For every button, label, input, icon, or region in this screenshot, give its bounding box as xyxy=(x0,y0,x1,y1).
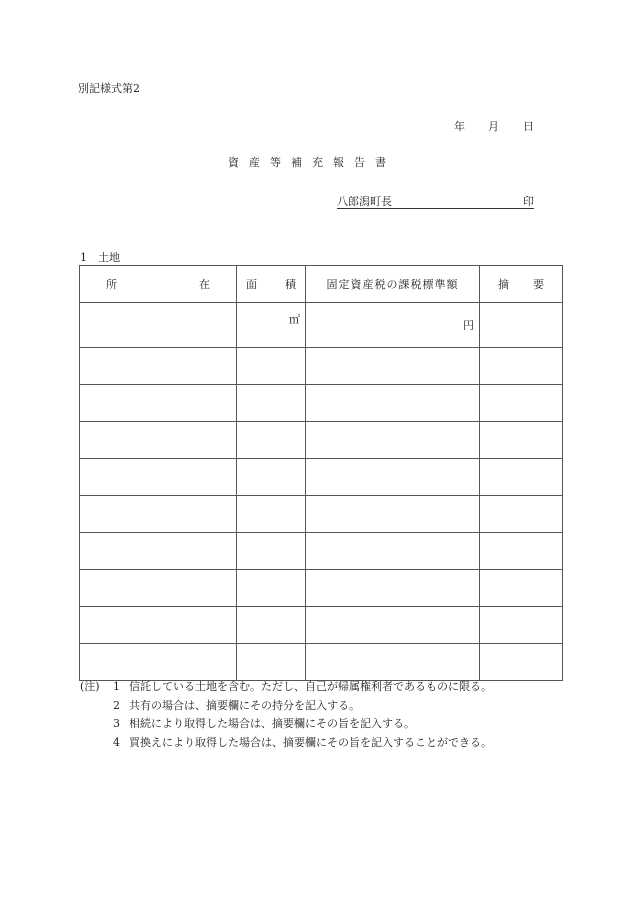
notes xyxy=(80,678,492,752)
date-year-label: 年 xyxy=(454,120,465,133)
date-day-label: 日 xyxy=(523,120,534,133)
cell-tax-base[interactable] xyxy=(306,644,480,681)
cell-area[interactable] xyxy=(237,570,306,607)
note-text: 買換えにより取得した場合は、摘要欄にその旨を記入することができる。 xyxy=(129,735,492,749)
note-item xyxy=(80,715,492,734)
header-area-char: 積 xyxy=(285,278,296,291)
notes-label: (注) xyxy=(80,680,100,693)
table-row xyxy=(80,385,563,422)
cell-remarks[interactable] xyxy=(480,496,563,533)
cell-remarks[interactable] xyxy=(480,348,563,385)
cell-remarks[interactable] xyxy=(480,385,563,422)
note-number: 4 xyxy=(113,735,120,749)
cell-area[interactable] xyxy=(237,607,306,644)
table-header-row xyxy=(80,266,563,303)
cell-location[interactable] xyxy=(80,303,237,348)
header-location-char: 在 xyxy=(199,278,210,291)
cell-area[interactable] xyxy=(237,385,306,422)
table-row xyxy=(80,422,563,459)
cell-location[interactable] xyxy=(80,644,237,681)
table-row xyxy=(80,303,563,348)
cell-tax-base[interactable] xyxy=(306,570,480,607)
cell-remarks[interactable] xyxy=(480,644,563,681)
note-item xyxy=(80,697,492,716)
section-label: 土地 xyxy=(98,251,120,264)
cell-area[interactable] xyxy=(237,533,306,570)
note-text: 共有の場合は、摘要欄にその持分を記入する。 xyxy=(129,698,360,712)
recipient-name: 八郎潟町長 xyxy=(337,195,392,208)
cell-location[interactable] xyxy=(80,348,237,385)
note-item xyxy=(80,734,492,753)
note-item xyxy=(80,678,492,697)
header-remarks-char: 摘 xyxy=(498,278,509,291)
note-number: 1 xyxy=(113,680,120,693)
cell-area[interactable] xyxy=(237,644,306,681)
cell-area[interactable] xyxy=(237,303,306,348)
cell-tax-base[interactable] xyxy=(306,607,480,644)
note-text: 信託している土地を含む。ただし、自己が帰属権利者であるものに限る。 xyxy=(129,680,492,693)
cell-location[interactable] xyxy=(80,496,237,533)
cell-tax-base[interactable] xyxy=(306,533,480,570)
table-row xyxy=(80,607,563,644)
cell-remarks[interactable] xyxy=(480,422,563,459)
cell-remarks[interactable] xyxy=(480,459,563,496)
area-unit: ㎡ xyxy=(289,313,300,326)
cell-location[interactable] xyxy=(80,422,237,459)
document-title: 資産等補充報告書 xyxy=(228,156,396,169)
header-location xyxy=(80,266,237,303)
section-heading xyxy=(80,249,120,265)
cell-tax-base[interactable] xyxy=(306,303,480,348)
tax-base-unit: 円 xyxy=(463,319,474,332)
cell-area[interactable] xyxy=(237,422,306,459)
header-tax-base: 固定資産税の課税標準額 xyxy=(306,266,480,303)
note-number: 3 xyxy=(113,717,120,730)
cell-location[interactable] xyxy=(80,570,237,607)
cell-tax-base[interactable] xyxy=(306,348,480,385)
seal-mark: 印 xyxy=(523,195,534,208)
date-month-label: 月 xyxy=(488,120,499,133)
cell-remarks[interactable] xyxy=(480,607,563,644)
header-area-char: 面 xyxy=(246,278,257,291)
table-row xyxy=(80,570,563,607)
table-row xyxy=(80,459,563,496)
table-row xyxy=(80,533,563,570)
note-text: 相続により取得した場合は、摘要欄にその旨を記入する。 xyxy=(129,717,415,730)
cell-area[interactable] xyxy=(237,459,306,496)
cell-tax-base[interactable] xyxy=(306,385,480,422)
table-row xyxy=(80,348,563,385)
cell-tax-base[interactable] xyxy=(306,459,480,496)
cell-tax-base[interactable] xyxy=(306,422,480,459)
cell-tax-base[interactable] xyxy=(306,496,480,533)
form-id: 別記様式第2 xyxy=(78,82,140,95)
cell-remarks[interactable] xyxy=(480,533,563,570)
table-row xyxy=(80,496,563,533)
header-remarks-char: 要 xyxy=(533,278,544,291)
cell-location[interactable] xyxy=(80,607,237,644)
table-row xyxy=(80,644,563,681)
land-table xyxy=(79,265,563,681)
header-area xyxy=(237,266,306,303)
header-location-char: 所 xyxy=(106,278,117,291)
cell-location[interactable] xyxy=(80,385,237,422)
cell-location[interactable] xyxy=(80,533,237,570)
recipient-line xyxy=(337,193,534,209)
header-remarks xyxy=(480,266,563,303)
section-number: 1 xyxy=(80,251,87,264)
note-number: 2 xyxy=(113,698,120,712)
cell-location[interactable] xyxy=(80,459,237,496)
cell-area[interactable] xyxy=(237,496,306,533)
cell-remarks[interactable] xyxy=(480,303,563,348)
cell-area[interactable] xyxy=(237,348,306,385)
cell-remarks[interactable] xyxy=(480,570,563,607)
